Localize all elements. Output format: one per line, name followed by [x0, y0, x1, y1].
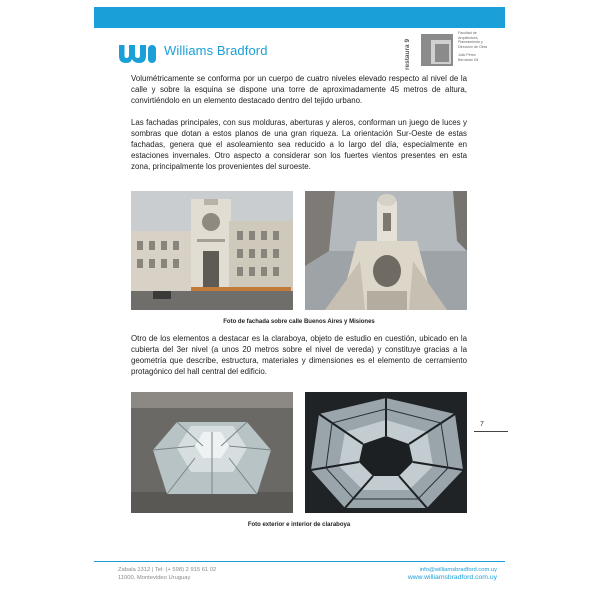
header-color-bar: [94, 7, 505, 28]
partner-line: Bernardo Gil: [458, 57, 479, 62]
facade-photos-caption: Foto de fachada sobre calle Buenos Aires y Misiones: [223, 319, 375, 325]
footer-rule: [94, 561, 505, 562]
paragraph-skylight: Otro de los elementos a destacar es la claraboya, objeto de estudio en cuestión, ubicado en la cubierta del 3er nivel (a unos 20 metros sobre el nivel de vereda) y constituye gracias a la geometría que describe, estructura, materiales y dimensiones es el elemento de cerramiento protagónico del hall central del edificio.: [131, 334, 467, 376]
partner-name: restaura 9: [404, 38, 411, 70]
partner-line: Planeamiento y: [458, 40, 483, 45]
footer-address-line: 11000, Montevideo Uruguay: [118, 575, 191, 581]
partner-line: Arquitectura,: [458, 35, 479, 40]
facade-photo-corner: [131, 191, 293, 310]
footer-address: [118, 566, 216, 582]
partner-details: [458, 31, 498, 63]
williams-bradford-logo-icon: [117, 43, 159, 65]
footer-website-link[interactable]: www.williamsbradford.com.uy: [407, 574, 497, 581]
paragraph-volumetry: Volumétricamente se conforma por un cuerpo de cuatro niveles elevado respecto al nivel de la calle y sobre la esquina se dispone una torre de aproximadamente 45 metros de altura, convirtiéndolo en un elemento destacado dentro del tejido urbano.: [131, 74, 467, 105]
partner-line: Dirección de Obra: [458, 44, 487, 49]
tower-photo: [305, 191, 467, 310]
skylight-photos-caption: Foto exterior e interior de claraboya: [247, 522, 351, 528]
skylight-interior-photo: [305, 392, 467, 513]
paragraph-facades: Las fachadas principales, con sus molduras, aberturas y aleros, conforman un juego de luces y sombras que dotan a estos planos de una gran riqueza. La orientación Sur-Oeste de estas fachadas, genera que el asoleamiento sea reducido a lo largo del día, especialmente en estaciones invernales. Otro aspecto a considerar son los fuertes vientos presentes en esta zona, principalmente los provenientes del suroeste.: [131, 118, 467, 171]
footer-address-line: Zabala 1312 | Tel: (+ 598) 2 915 61 02: [118, 567, 217, 573]
page-number-rule: [474, 431, 508, 432]
brand-name: Williams Bradford: [164, 43, 268, 58]
footer-contact: [380, 566, 497, 582]
partner-logo-icon: [421, 34, 453, 66]
footer-email-link[interactable]: info@williamsbradford.com.uy: [419, 567, 497, 573]
page-number: 7: [480, 421, 484, 428]
partner-line: Facultad de: [458, 31, 477, 35]
partner-wordmark: [404, 30, 416, 70]
skylight-exterior-photo: [131, 392, 293, 513]
partner-line: Julio Pérez: [458, 53, 476, 58]
